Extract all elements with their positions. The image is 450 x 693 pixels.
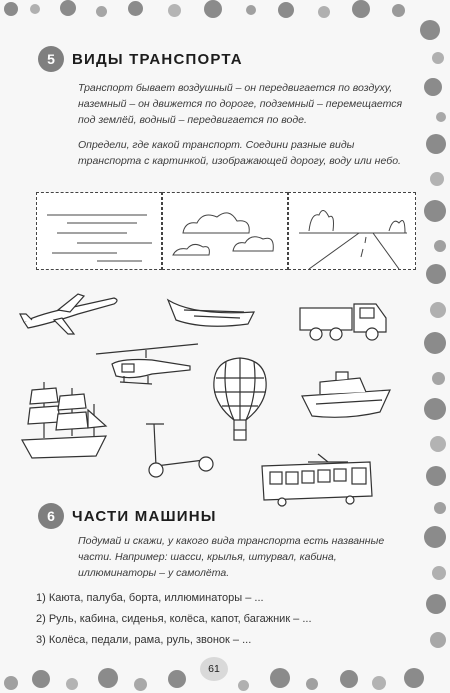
section-5-task <box>78 137 418 169</box>
road-box[interactable] <box>288 192 416 270</box>
road-icon <box>289 193 415 269</box>
ship-icon[interactable] <box>296 366 396 424</box>
section-6-badge: 6 <box>38 503 64 529</box>
tram-icon[interactable] <box>258 452 376 508</box>
water-box[interactable] <box>36 192 162 270</box>
page-number: 61 <box>200 657 228 681</box>
sailing-ship-icon[interactable] <box>14 376 114 466</box>
clouds-icon <box>163 193 287 269</box>
section-6-header <box>38 503 217 529</box>
terrain-strip <box>36 192 416 270</box>
boat-icon[interactable] <box>164 290 258 336</box>
section-6-title: ЧАСТИ МАШИНЫ <box>72 507 217 525</box>
list-item: 2) Руль, кабина, сиденья, колёса, капот, багажник – ... <box>36 613 312 625</box>
scooter-icon[interactable] <box>136 420 220 480</box>
parts-list <box>36 588 416 651</box>
airplane-icon[interactable] <box>18 292 124 338</box>
section-5-intro-line: Транспорт бывает воздушный – он передвигается по воздуху, <box>78 82 393 94</box>
section-5-intro-line: под землёй, водный – передвигается по воде. <box>78 114 307 126</box>
section-5-task-line: транспорта с картинкой, изображающей дорогу, воду или небо. <box>78 155 401 167</box>
section-5-task-line: Определи, где какой транспорт. Соедини разные виды <box>78 139 355 151</box>
section-5-header <box>38 46 243 72</box>
section-6-intro-line: части. Например: шасси, крылья, штурвал, кабина, <box>78 551 337 563</box>
truck-icon[interactable] <box>296 296 394 344</box>
section-5-badge: 5 <box>38 46 64 72</box>
section-6-intro-line: иллюминаторы – у самолёта. <box>78 567 230 579</box>
section-5-title: ВИДЫ ТРАНСПОРТА <box>72 50 243 68</box>
section-5-intro-line: наземный – он движется по дороге, подземный – перемещается <box>78 98 403 110</box>
section-6-intro <box>78 533 418 581</box>
sky-box[interactable] <box>162 192 288 270</box>
section-6-intro-line: Подумай и скажи, у какого вида транспорта есть названные <box>78 535 385 547</box>
water-icon <box>37 193 161 269</box>
list-item: 3) Колёса, педали, рама, руль, звонок – ... <box>36 634 252 646</box>
section-5-intro <box>78 80 418 128</box>
list-item: 1) Каюта, палуба, борта, иллюминаторы – ... <box>36 592 264 604</box>
